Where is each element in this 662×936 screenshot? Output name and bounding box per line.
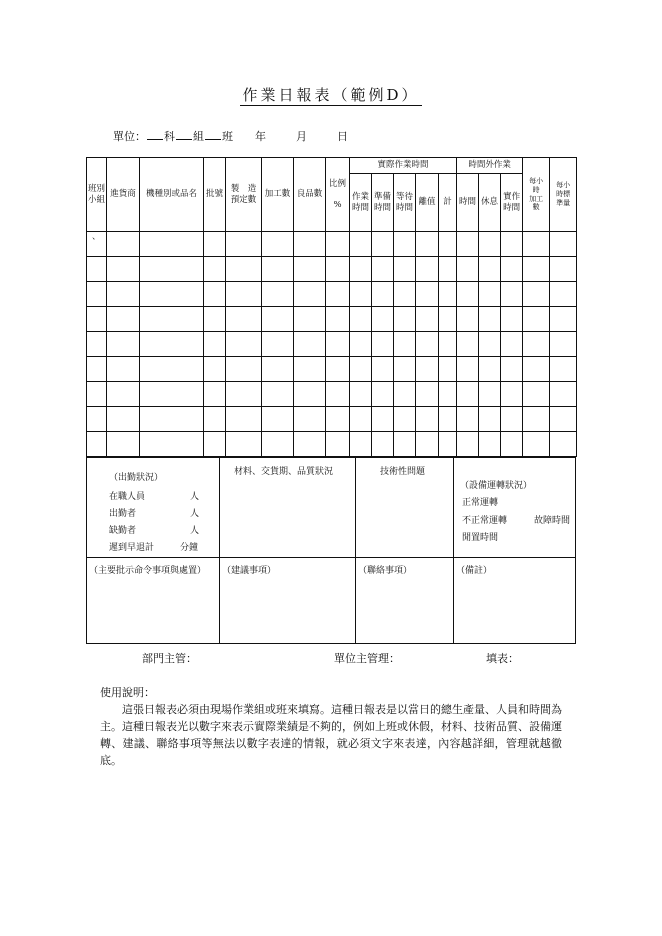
header-leave: 離值 [416,174,439,232]
table-cell[interactable] [262,432,294,457]
remarks-block: （備註） [453,557,576,644]
table-cell[interactable] [416,282,439,307]
table-cell[interactable] [87,407,107,432]
table-cell[interactable] [204,357,226,382]
table-cell[interactable] [550,232,577,257]
table-cell[interactable] [326,407,350,432]
table-cell[interactable] [372,232,394,257]
table-row [87,307,577,332]
tech-block: 技術性問題 [355,457,454,558]
table-cell[interactable] [350,307,372,332]
table-cell[interactable] [394,232,416,257]
table-cell[interactable] [372,382,394,407]
header-model: 機種別或品名 [140,158,204,232]
table-cell[interactable] [87,332,107,357]
table-cell[interactable] [457,357,479,382]
table-cell[interactable]: 、 [87,232,107,257]
attendance-late: 遲到早退計 [109,543,155,553]
table-cell[interactable] [501,382,523,407]
liaison-block: （聯絡事項） [355,557,454,644]
table-cell[interactable] [416,382,439,407]
table-cell[interactable] [226,307,262,332]
table-cell[interactable] [416,357,439,382]
table-cell[interactable] [140,332,204,357]
table-cell[interactable] [439,307,457,332]
attendance-block: （出勤狀況） 在職人員 人 出勤者 人 缺勤者 人 遲到早退計 分鐘 [86,457,220,558]
table-cell[interactable] [394,307,416,332]
table-cell[interactable] [501,432,523,457]
header-per-hour: 每小 時 加工 數 [523,158,550,232]
table-cell[interactable] [262,332,294,357]
instructions-block: （主要批示命令事項與處置） [86,557,220,644]
table-cell[interactable] [439,232,457,257]
table-cell[interactable] [394,257,416,282]
table-cell[interactable] [479,257,501,282]
table-cell[interactable] [87,307,107,332]
table-cell[interactable] [87,357,107,382]
table-cell[interactable] [262,282,294,307]
table-cell[interactable] [523,382,550,407]
table-cell[interactable] [501,307,523,332]
table-cell[interactable] [326,357,350,382]
header-overtime: 時間外作業 [457,158,523,174]
table-cell[interactable] [326,382,350,407]
table-cell[interactable] [372,307,394,332]
table-cell[interactable] [457,257,479,282]
attendance-attended: 出勤者 [109,509,137,519]
table-row [87,332,577,357]
table-cell[interactable] [416,432,439,457]
table-cell[interactable] [457,432,479,457]
table-cell[interactable] [294,232,326,257]
table-cell[interactable] [457,307,479,332]
table-cell[interactable] [107,382,140,407]
notes-body: 這張日報表必須由現場作業組或班來填寫。這種日報表是以當日的總生產量、人員和時間為主。這種日報表光以數字來表示實際業績是不夠的，例如上班或休假，材料、技術品質、設備運轉、建議、聯絡事項等無法以數字表達的情報，就必須文字來表達，內容越詳細，管理就越徹底。 [100,703,562,767]
table-cell[interactable] [523,407,550,432]
table-cell[interactable] [394,282,416,307]
unit-line: 單位： 科 組 班 年 月 日 [113,130,348,143]
table-cell[interactable] [140,382,204,407]
header-standard: 每小 時標 準量 [550,158,577,232]
table-cell[interactable] [416,307,439,332]
table-cell[interactable] [87,282,107,307]
table-row [87,257,577,282]
table-cell[interactable] [226,382,262,407]
table-cell[interactable] [326,332,350,357]
table-row [87,357,577,382]
table-cell[interactable] [350,407,372,432]
table-cell[interactable] [204,257,226,282]
table-cell[interactable] [416,257,439,282]
table-cell[interactable] [350,257,372,282]
table-cell[interactable] [226,282,262,307]
table-cell[interactable] [550,382,577,407]
table-cell[interactable] [140,432,204,457]
page-title: 作業日報表（範例D） [242,86,420,104]
table-cell[interactable] [439,382,457,407]
table-cell[interactable] [372,357,394,382]
table-cell[interactable] [350,232,372,257]
table-cell[interactable] [550,257,577,282]
attendance-absent: 缺勤者 [109,526,137,536]
table-cell[interactable] [479,407,501,432]
header-group: 班別小組 [87,158,107,232]
table-cell[interactable] [479,232,501,257]
table-cell[interactable] [523,307,550,332]
header-good: 良品數 [294,158,326,232]
table-cell[interactable] [394,382,416,407]
table-cell[interactable] [501,257,523,282]
table-cell[interactable] [523,332,550,357]
table-cell[interactable] [550,282,577,307]
table-cell[interactable] [439,257,457,282]
table-cell[interactable] [439,332,457,357]
header-wait-time: 等待 時間 [394,174,416,232]
table-cell[interactable] [350,432,372,457]
header-processed: 加工數 [262,158,294,232]
header-lot: 批號 [204,158,226,232]
table-cell[interactable] [416,407,439,432]
table-cell[interactable] [226,407,262,432]
table-cell[interactable] [350,282,372,307]
table-cell[interactable] [523,232,550,257]
table-cell[interactable] [294,332,326,357]
table-cell[interactable] [372,282,394,307]
table-cell[interactable] [140,357,204,382]
table-cell[interactable] [501,232,523,257]
table-cell[interactable] [479,432,501,457]
header-ratio: 比例 % [326,158,350,232]
table-cell[interactable] [107,432,140,457]
header-plan: 製 造 預定數 [226,158,262,232]
table-cell[interactable] [107,357,140,382]
table-cell[interactable] [140,257,204,282]
table-cell[interactable] [226,432,262,457]
table-cell[interactable] [326,432,350,457]
table-cell[interactable] [262,307,294,332]
table-cell[interactable] [204,407,226,432]
table-cell[interactable] [294,357,326,382]
table-cell[interactable] [550,307,577,332]
table-cell[interactable] [416,232,439,257]
table-cell[interactable] [294,382,326,407]
table-cell[interactable] [439,432,457,457]
table-cell[interactable] [87,257,107,282]
table-cell[interactable] [294,307,326,332]
table-cell[interactable] [326,282,350,307]
table-cell[interactable] [523,257,550,282]
header-prep-time: 準備 時間 [372,174,394,232]
table-cell[interactable] [479,332,501,357]
usage-notes [100,684,562,769]
table-row [87,232,577,257]
table-cell[interactable] [372,432,394,457]
header-total: 計 [439,174,457,232]
table-cell[interactable] [457,282,479,307]
table-cell[interactable] [204,432,226,457]
table-cell[interactable] [326,307,350,332]
sign-dept: 部門主管： [142,652,197,665]
table-cell[interactable] [107,232,140,257]
table-cell[interactable] [140,232,204,257]
table-cell[interactable] [140,282,204,307]
table-cell[interactable] [107,407,140,432]
table-cell[interactable] [262,407,294,432]
table-cell[interactable] [350,332,372,357]
table-cell[interactable] [550,407,577,432]
table-cell[interactable] [326,257,350,282]
table-cell[interactable] [372,257,394,282]
sign-unit: 單位主管理： [334,652,400,665]
equipment-block: （設備運轉狀況） 正常運轉 不正常運轉 故障時間 閒置時間 [453,457,576,558]
table-cell[interactable] [204,382,226,407]
table-cell[interactable] [457,232,479,257]
table-cell[interactable] [550,332,577,357]
attendance-heading: （出勤狀況） [109,473,164,483]
table-cell[interactable] [294,257,326,282]
table-cell[interactable] [140,307,204,332]
header-ot-actual: 實作 時間 [501,174,523,232]
table-row [87,382,577,407]
table-cell[interactable] [394,432,416,457]
table-cell[interactable] [204,332,226,357]
materials-block: 材料、交貨期、品質狀況 [219,457,356,558]
table-cell[interactable] [372,332,394,357]
table-cell[interactable] [550,432,577,457]
table-cell[interactable] [457,382,479,407]
table-cell[interactable] [479,382,501,407]
table-cell[interactable] [394,332,416,357]
table-cell[interactable] [550,357,577,382]
table-cell[interactable] [226,357,262,382]
table-cell[interactable] [326,232,350,257]
table-cell[interactable] [501,282,523,307]
table-cell[interactable] [107,307,140,332]
header-actual-time: 實際作業時間 [350,158,457,174]
table-cell[interactable] [107,282,140,307]
table-cell[interactable] [226,332,262,357]
table-cell[interactable] [87,382,107,407]
table-cell[interactable] [479,282,501,307]
header-rest: 休息 [479,174,501,232]
table-cell[interactable] [204,232,226,257]
table-cell[interactable] [107,257,140,282]
table-cell[interactable] [523,282,550,307]
table-cell[interactable] [226,257,262,282]
table-cell[interactable] [439,282,457,307]
table-cell[interactable] [294,407,326,432]
table-row [87,432,577,457]
table-cell[interactable] [479,307,501,332]
table-cell[interactable] [501,332,523,357]
table-cell[interactable] [501,407,523,432]
table-cell[interactable] [262,357,294,382]
table-cell[interactable] [262,382,294,407]
sign-filler: 填表： [486,652,519,665]
table-cell[interactable] [501,357,523,382]
table-cell[interactable] [394,407,416,432]
table-cell[interactable] [350,357,372,382]
table-cell[interactable] [204,307,226,332]
table-cell[interactable] [107,332,140,357]
table-cell[interactable] [262,232,294,257]
table-cell[interactable] [523,357,550,382]
table-cell[interactable] [457,332,479,357]
notes-heading: 使用說明： [100,686,155,699]
table-row [87,407,577,432]
table-cell[interactable] [226,232,262,257]
table-cell[interactable] [439,407,457,432]
table-cell[interactable] [457,407,479,432]
table-cell[interactable] [294,432,326,457]
table-row [87,282,577,307]
table-cell[interactable] [262,257,294,282]
table-cell[interactable] [479,357,501,382]
table-cell[interactable] [372,407,394,432]
report-table [86,157,577,457]
table-cell[interactable] [87,432,107,457]
table-cell[interactable] [294,282,326,307]
header-supplier: 進貨商 [107,158,140,232]
table-cell[interactable] [416,332,439,357]
table-cell[interactable] [439,357,457,382]
header-work-time: 作業 時間 [350,174,372,232]
suggestions-block: （建議事項） [219,557,356,644]
header-ot-time: 時間 [457,174,479,232]
table-cell[interactable] [140,407,204,432]
table-cell[interactable] [523,432,550,457]
table-cell[interactable] [394,357,416,382]
attendance-present: 在職人員 [109,492,146,502]
table-cell[interactable] [350,382,372,407]
table-cell[interactable] [204,282,226,307]
